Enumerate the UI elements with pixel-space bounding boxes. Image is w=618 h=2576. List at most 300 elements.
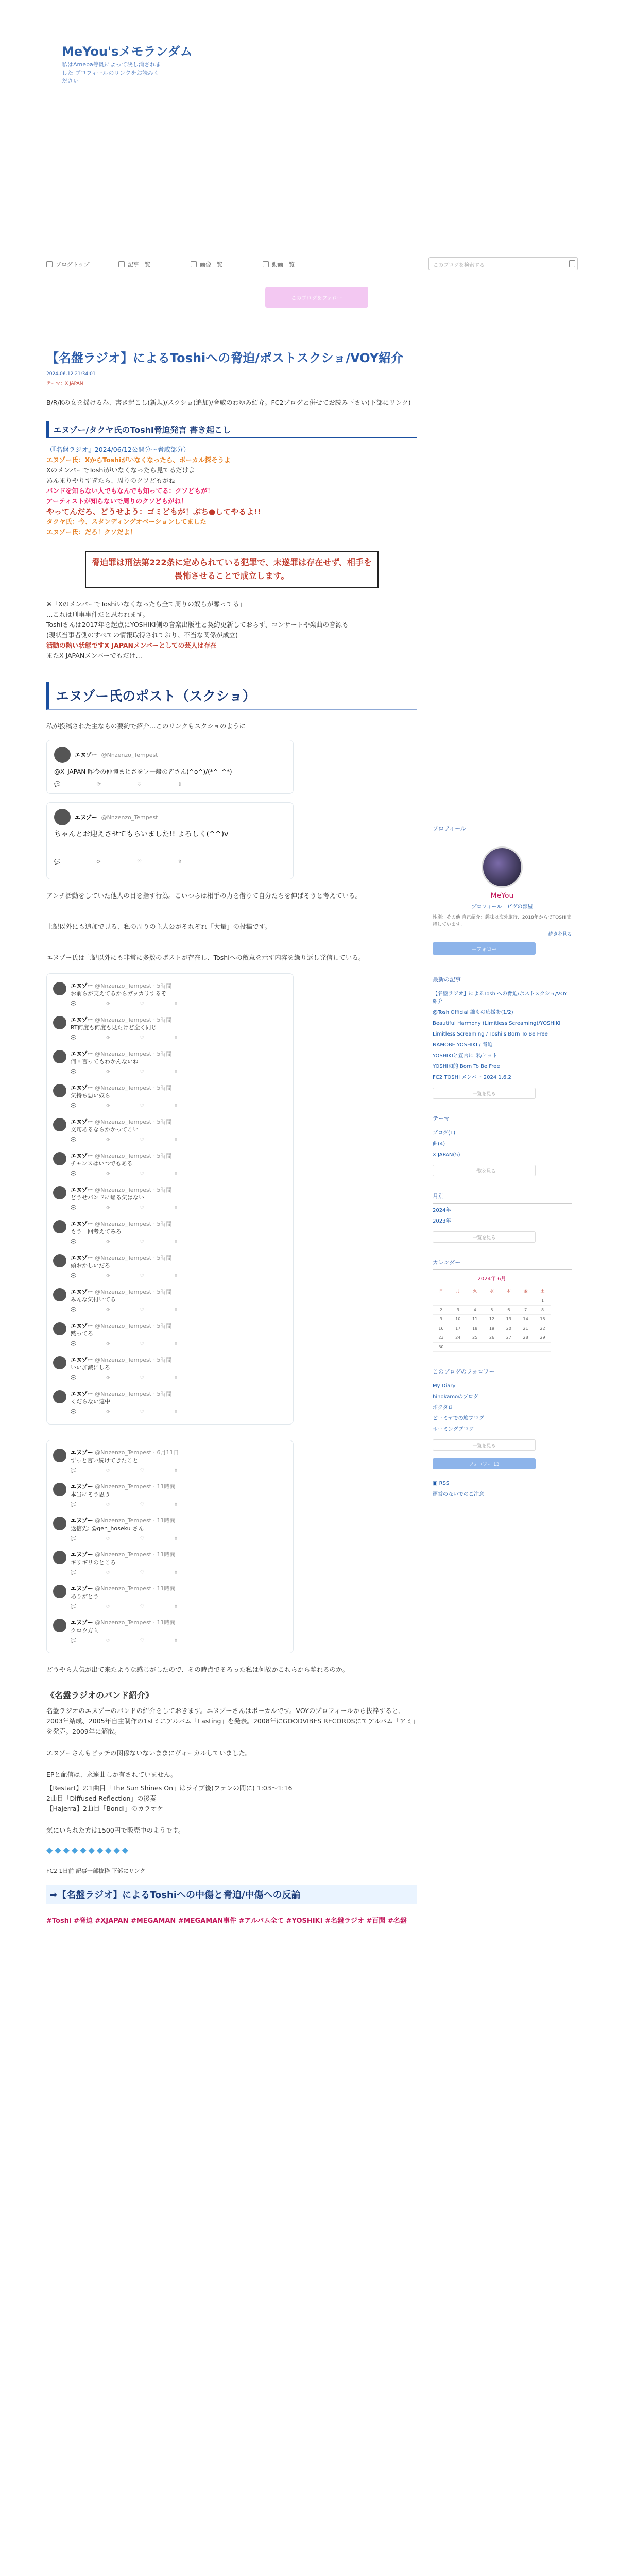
profile-name[interactable]: MeYou xyxy=(490,892,514,900)
thread-actions xyxy=(71,1273,178,1280)
recent-post-link[interactable]: @ToshiOfficial 誰もの応援を(1/2) xyxy=(433,1010,513,1015)
reply-icon[interactable]: 💬 xyxy=(71,1308,77,1313)
profile-link[interactable]: プロフィール xyxy=(471,904,502,910)
nav-articles[interactable] xyxy=(118,260,150,268)
calendar-day: 25 xyxy=(467,1333,484,1343)
share-icon[interactable]: ⇧ xyxy=(174,1240,178,1245)
like-icon[interactable]: ♡ xyxy=(140,1342,144,1347)
share-icon[interactable]: ⇧ xyxy=(174,1036,178,1041)
thread-actions xyxy=(71,1603,178,1611)
reply-icon[interactable]: 💬 xyxy=(71,1536,77,1541)
hashtags[interactable]: #Toshi #脅迫 #XJAPAN #MEGAMAN #MEGAMAN事件 #アルバム全て #YOSHIKI #名盤ラジオ #百聞 #名盤 xyxy=(46,1917,407,1925)
thread-author: エヌゾー xyxy=(71,1357,93,1363)
like-icon[interactable]: ♡ xyxy=(140,1002,144,1007)
post-thread[interactable] xyxy=(46,973,294,1425)
followers-more-button[interactable]: 一覧を見る xyxy=(433,1439,536,1451)
transcript xyxy=(46,445,417,537)
nav-blog-top[interactable] xyxy=(46,260,90,268)
thread-handle: @Nnzenzo_Tempest · 5時間 xyxy=(95,1084,172,1091)
post-body: ちゃんとお迎えさせてもらいました!! よろしく(^^)v xyxy=(54,830,229,838)
reply-icon[interactable]: 💬 xyxy=(71,1002,77,1007)
paragraph: どうやら人気が出て来たような感じがしたので、その時点でそろった私は何故かこれらから離れるのか。 xyxy=(46,1666,349,1673)
post-thread[interactable] xyxy=(46,1440,294,1653)
share-icon[interactable]: ⇧ xyxy=(174,1570,178,1575)
repost-icon[interactable]: ⟳ xyxy=(106,1070,110,1075)
related-link[interactable]: ➡【名盤ラジオ】によるToshiへの中傷と脅迫/中傷への反論 xyxy=(46,1885,417,1904)
thread-text xyxy=(71,1483,178,1509)
thread-item[interactable] xyxy=(47,1080,293,1114)
avatar xyxy=(53,1050,66,1063)
repost-icon[interactable]: ⟳ xyxy=(106,1468,110,1473)
share-icon[interactable]: ⇧ xyxy=(174,1206,178,1211)
calendar-day: 9 xyxy=(433,1315,450,1324)
like-icon[interactable]: ♡ xyxy=(140,1172,144,1177)
theme-heading: テーマ xyxy=(433,1114,572,1126)
nav-videos[interactable] xyxy=(263,260,295,268)
transcript-line: バンドを知らない人でもなんでも知ってる：クソどもが！ xyxy=(46,487,214,495)
reply-icon[interactable]: 💬 xyxy=(71,1502,77,1507)
calendar-weekday: 木 xyxy=(500,1286,517,1296)
calendar-day xyxy=(467,1343,484,1352)
thread-text xyxy=(71,1356,178,1382)
thread-handle: @Nnzenzo_Tempest · 5時間 xyxy=(95,1221,172,1227)
thread-item[interactable] xyxy=(47,1284,293,1318)
reply-icon[interactable]: 💬 xyxy=(71,1342,77,1347)
thread-author: エヌゾー xyxy=(71,1187,93,1193)
embedded-post[interactable] xyxy=(46,802,294,879)
thread-author: エヌゾー xyxy=(71,1221,93,1227)
reply-icon[interactable]: 💬 xyxy=(71,1206,77,1211)
repost-icon[interactable]: ⟳ xyxy=(106,1376,110,1381)
month-heading: 月別 xyxy=(433,1192,572,1204)
repost-icon[interactable]: ⟳ xyxy=(106,1536,110,1541)
thread-item[interactable] xyxy=(47,1386,293,1420)
thread-item[interactable] xyxy=(47,978,293,1012)
paragraph: 上記以外にも追加で見る、私の周りの主人公がそれぞれ「大量」の投稿です。 xyxy=(46,923,271,930)
share-icon[interactable]: ⇧ xyxy=(177,782,182,787)
transcript-line: あんまりやりすぎたら、周りのクソどもがね xyxy=(46,477,176,484)
search-icon[interactable] xyxy=(569,260,575,267)
thread-actions xyxy=(71,1467,179,1475)
thread-actions xyxy=(71,1137,178,1144)
share-icon[interactable]: ⇧ xyxy=(174,1070,178,1075)
thread-body: みんな気付いてる xyxy=(71,1296,116,1303)
share-icon[interactable]: ⇧ xyxy=(174,1376,178,1381)
calendar-day xyxy=(433,1296,450,1306)
reply-icon[interactable]: 💬 xyxy=(71,1036,77,1041)
home-icon xyxy=(46,261,53,267)
follower-list xyxy=(433,1382,572,1433)
reply-icon[interactable]: 💬 xyxy=(71,1104,77,1109)
share-icon[interactable]: ⇧ xyxy=(174,1638,178,1643)
thread-item[interactable] xyxy=(47,1547,293,1581)
reply-icon[interactable]: 💬 xyxy=(71,1410,77,1415)
thread-text xyxy=(71,1322,178,1348)
ep-paragraph: EPと配信は、永遠曲しか有されていません。 xyxy=(46,1771,177,1778)
calendar-weekday: 火 xyxy=(467,1286,484,1296)
post-theme[interactable]: テーマ：X JAPAN xyxy=(46,381,83,386)
repost-icon[interactable]: ⟳ xyxy=(106,1502,110,1507)
calendar-day: 10 xyxy=(450,1315,467,1324)
transcript-line: やってんだろ、どうせよう：ゴミどもが！ぶち●してやるよ!! xyxy=(46,507,261,516)
like-icon[interactable]: ♡ xyxy=(140,1604,144,1609)
thread-text xyxy=(71,1517,178,1543)
calendar-day: 14 xyxy=(517,1315,534,1324)
calendar-day: 3 xyxy=(450,1306,467,1315)
month-link[interactable]: 2024年 xyxy=(433,1208,451,1213)
calendar-day xyxy=(517,1343,534,1352)
calendar-day: 8 xyxy=(534,1306,551,1315)
like-icon[interactable]: ♡ xyxy=(140,1376,144,1381)
thread-text xyxy=(71,1118,178,1144)
like-icon[interactable]: ♡ xyxy=(140,1308,144,1313)
like-icon[interactable]: ♡ xyxy=(140,1138,144,1143)
like-icon[interactable]: ♡ xyxy=(140,1036,144,1041)
post-actions xyxy=(54,859,286,865)
thread-item[interactable] xyxy=(47,1581,293,1615)
ep-item: 【Restart】の1曲目「The Sun Shines On」はライブ後(ファンの間に) 1:03〜1:16 xyxy=(46,1784,293,1792)
notes xyxy=(46,599,417,661)
calendar-day: 23 xyxy=(433,1333,450,1343)
thread-body: お前らが支えてるからガッカリするぞ xyxy=(71,990,167,997)
transcript-line: エヌゾー氏：XからToshiがいなくなったら、ボーカル探そうよ xyxy=(46,456,231,464)
follower-link[interactable]: ビーミヤでの旅ブログ xyxy=(433,1416,484,1421)
thread-body: ギリギリのところ xyxy=(71,1559,116,1566)
thread-body: 気持ち悪い奴ら xyxy=(71,1092,110,1099)
avatar xyxy=(53,1449,66,1462)
repost-icon[interactable]: ⟳ xyxy=(106,1604,110,1609)
share-icon[interactable]: ⇧ xyxy=(174,1468,178,1473)
thread-handle: @Nnzenzo_Tempest · 5時間 xyxy=(95,1016,172,1023)
repost-icon[interactable]: ⟳ xyxy=(106,1172,110,1177)
thread-handle: @Nnzenzo_Tempest · 5時間 xyxy=(95,1289,172,1295)
follow-button[interactable]: ＋フォロー xyxy=(433,942,536,955)
thread-item[interactable] xyxy=(47,1318,293,1352)
thread-author: エヌゾー xyxy=(71,1084,93,1091)
thread-body: いい加減にしろ xyxy=(71,1364,110,1371)
calendar-day: 26 xyxy=(484,1333,501,1343)
paragraph: エヌゾー氏は上記以外にも非常に多数のポストが存在し、Toshiへの敵意を示す内容を繰り返し発信している。 xyxy=(46,954,365,961)
recent-post-link[interactable]: YOSHIKI的 Born To Be Free xyxy=(433,1064,500,1070)
paragraph: アンチ活動をしていた他人の目を指す行為。こいつらは相手の力を借りて自分たちを伸ばそうと考えている。 xyxy=(46,892,362,900)
calendar-day: 19 xyxy=(484,1324,501,1333)
thread-actions xyxy=(71,1535,178,1543)
follow-count-button[interactable]: フォロワー 13 xyxy=(433,1458,536,1469)
thread-item[interactable] xyxy=(47,1046,293,1080)
ep-item: 2曲目「Diffused Reflection」の後奏 xyxy=(46,1794,157,1802)
thread-text xyxy=(71,1084,178,1110)
thread-text xyxy=(71,1016,178,1042)
month-link[interactable]: 2023年 xyxy=(433,1218,451,1224)
repost-icon[interactable]: ⟳ xyxy=(106,1036,110,1041)
thread-handle: @Nnzenzo_Tempest · 5時間 xyxy=(95,982,172,989)
calendar-day: 30 xyxy=(433,1343,450,1352)
embedded-post[interactable] xyxy=(46,740,294,794)
followers-heading: このブログのフォロワー xyxy=(433,1367,572,1379)
theme-link[interactable]: ブログ(1) xyxy=(433,1130,456,1136)
calendar-heading: カレンダー xyxy=(433,1258,572,1270)
recent-post-link[interactable]: Limitless Screaming / Toshi's Born To Be Free xyxy=(433,1031,548,1037)
calendar-day: 20 xyxy=(500,1324,517,1333)
repost-icon[interactable]: ⟳ xyxy=(106,1308,110,1313)
thread-handle: @Nnzenzo_Tempest · 5時間 xyxy=(95,1187,172,1193)
reply-icon[interactable]: 💬 xyxy=(71,1604,77,1609)
repost-icon[interactable]: ⟳ xyxy=(106,1002,110,1007)
reply-icon[interactable]: 💬 xyxy=(71,1240,77,1245)
thread-actions xyxy=(71,1375,178,1382)
thread-handle: @Nnzenzo_Tempest · 5時間 xyxy=(95,1357,172,1363)
transcript-line: アーティストが知らないで周りのクソどもがね！ xyxy=(46,497,187,505)
repost-icon[interactable]: ⟳ xyxy=(106,1410,110,1415)
recent-post-link[interactable]: YOSHIKIと宣言に 米/ヒット xyxy=(433,1053,498,1059)
share-icon[interactable]: ⇧ xyxy=(174,1604,178,1609)
follower-link[interactable]: My Diary xyxy=(433,1383,456,1389)
image-icon xyxy=(191,261,197,267)
repost-icon[interactable]: ⟳ xyxy=(106,1274,110,1279)
repost-icon[interactable]: ⟳ xyxy=(106,1206,110,1211)
reply-icon[interactable]: 💬 xyxy=(71,1274,77,1279)
transcript-line: エヌゾー氏：だろ！クソだよ！ xyxy=(46,528,136,536)
calendar-day: 22 xyxy=(534,1324,551,1333)
like-icon[interactable]: ♡ xyxy=(140,1206,144,1211)
repost-icon[interactable]: ⟳ xyxy=(106,1342,110,1347)
share-icon[interactable]: ⇧ xyxy=(174,1172,178,1177)
thread-text xyxy=(71,1619,178,1645)
thread-item[interactable] xyxy=(47,1615,293,1649)
thread-body: もう一回考えてみろ xyxy=(71,1228,122,1235)
report-link[interactable]: 運営のないでのご注意 xyxy=(433,1492,484,1497)
calendar-day: 15 xyxy=(534,1315,551,1324)
thread-author: エヌゾー xyxy=(71,1118,93,1125)
thread-handle: @Nnzenzo_Tempest · 5時間 xyxy=(95,1050,172,1057)
thread-text xyxy=(71,982,178,1008)
like-icon[interactable]: ♡ xyxy=(136,859,142,865)
thread-author: エヌゾー xyxy=(71,1255,93,1261)
thread-body: 返信先: @gen_hoseku さん xyxy=(71,1525,144,1532)
profile-avatar[interactable] xyxy=(482,846,523,888)
note-line: ※「XのメンバーでToshiいなくなったら全て周りの奴らが奪ってる」 xyxy=(46,600,246,608)
pigg-room-link[interactable]: ピグの部屋 xyxy=(507,904,533,910)
reply-icon[interactable]: 💬 xyxy=(71,1468,77,1473)
like-icon[interactable]: ♡ xyxy=(140,1240,144,1245)
theme-link[interactable]: X JAPAN(5) xyxy=(433,1152,460,1158)
rss-link[interactable] xyxy=(433,1480,572,1487)
share-icon[interactable]: ⇧ xyxy=(174,1104,178,1109)
avatar xyxy=(53,1152,66,1165)
thread-handle: @Nnzenzo_Tempest · 6月11日 xyxy=(95,1449,179,1456)
avatar xyxy=(53,1619,66,1632)
thread-body: 黙ってろ xyxy=(71,1330,93,1337)
recent-post-link[interactable]: 【名盤ラジオ】によるToshiへの脅迫/ポストスクショ/VOY紹介 xyxy=(433,991,568,1005)
share-icon[interactable]: ⇧ xyxy=(174,1274,178,1279)
thread-body: 文句あるならかかってこい xyxy=(71,1126,139,1133)
like-icon[interactable]: ♡ xyxy=(136,782,142,787)
reply-icon[interactable]: 💬 xyxy=(54,859,61,865)
reply-icon[interactable]: 💬 xyxy=(71,1570,77,1575)
thread-actions xyxy=(71,1035,178,1042)
like-icon[interactable]: ♡ xyxy=(140,1410,144,1415)
calendar-day: 7 xyxy=(517,1306,534,1315)
post-author: エヌゾー xyxy=(75,752,97,758)
thread-item[interactable] xyxy=(47,1250,293,1284)
like-icon[interactable]: ♡ xyxy=(140,1468,144,1473)
repost-icon[interactable]: ⟳ xyxy=(96,782,101,787)
reply-icon[interactable]: 💬 xyxy=(71,1376,77,1381)
avatar xyxy=(53,1220,66,1233)
site-title[interactable]: MeYou'sメモランダム xyxy=(62,44,193,59)
avatar xyxy=(53,1585,66,1598)
repost-icon[interactable]: ⟳ xyxy=(106,1138,110,1143)
repost-icon[interactable]: ⟳ xyxy=(106,1638,110,1643)
like-icon[interactable]: ♡ xyxy=(140,1274,144,1279)
reply-icon[interactable]: 💬 xyxy=(71,1638,77,1643)
post-handle: @Nnzenzo_Tempest xyxy=(101,751,158,758)
thread-actions xyxy=(71,1637,178,1645)
search-placeholder: このブログを検索する xyxy=(433,263,485,268)
read-more-label: 続きを見る xyxy=(548,932,572,937)
like-icon[interactable]: ♡ xyxy=(140,1502,144,1507)
thread-author: エヌゾー xyxy=(71,1483,93,1490)
follower-link[interactable]: hinokamoのブログ xyxy=(433,1394,479,1400)
recent-post-link[interactable]: FC2 TOSHI メンバー 2024 1.6.2 xyxy=(433,1075,511,1080)
calendar-day xyxy=(450,1296,467,1306)
thread-handle: @Nnzenzo_Tempest · 5時間 xyxy=(95,1391,172,1397)
thread-item[interactable] xyxy=(47,1012,293,1046)
avatar xyxy=(54,747,71,763)
avatar xyxy=(53,1186,66,1199)
thread-actions xyxy=(71,1409,178,1416)
avatar xyxy=(53,1288,66,1301)
repost-icon[interactable]: ⟳ xyxy=(106,1570,110,1575)
reply-icon[interactable]: 💬 xyxy=(71,1138,77,1143)
fc2-note: FC2 1日前 記事一部抜粋 下部にリンク xyxy=(46,1868,146,1874)
thread-author: エヌゾー xyxy=(71,1391,93,1397)
legal-note-text: 脅迫罪は刑法第222条に定められている犯罪で、未遂罪は存在せず、相手を畏怖させることで成立します。 xyxy=(92,557,372,581)
band-heading: 《名盤ラジオのバンド紹介》 xyxy=(46,1690,154,1700)
share-icon[interactable]: ⇧ xyxy=(174,1308,178,1313)
intro-text: B/R/Kの女を揺ける為、書き起こし(新規)/スクショ(追加)/脅威のわゆみ紹介。FC2ブログと併せてお読み下さい(下部にリンク) xyxy=(46,399,411,406)
thread-body: 何回言ってもわかんないね xyxy=(71,1058,139,1065)
thread-item[interactable] xyxy=(47,1445,293,1479)
like-icon[interactable]: ♡ xyxy=(140,1570,144,1575)
calendar-day xyxy=(450,1343,467,1352)
thread-author: エヌゾー xyxy=(71,1289,93,1295)
repost-icon[interactable]: ⟳ xyxy=(106,1240,110,1245)
section-heading-transcript: エヌゾー/タクヤ氏のToshi脅迫発言 書き起こし xyxy=(46,421,417,438)
thread-text xyxy=(71,1585,178,1611)
thread-actions xyxy=(71,1001,178,1008)
thread-text xyxy=(71,1254,178,1280)
like-icon[interactable]: ♡ xyxy=(140,1638,144,1643)
share-icon[interactable]: ⇧ xyxy=(174,1002,178,1007)
calendar-day xyxy=(484,1343,501,1352)
thread-item[interactable] xyxy=(47,1182,293,1216)
share-icon[interactable]: ⇧ xyxy=(177,859,182,865)
nav-images[interactable] xyxy=(191,260,222,268)
profile-heading: プロフィール xyxy=(433,824,572,836)
recent-post-link[interactable]: NAMOBE YOSHIKI / 脅迫 xyxy=(433,1042,493,1048)
reply-icon[interactable]: 💬 xyxy=(54,782,61,787)
avatar xyxy=(53,1322,66,1335)
reply-icon[interactable]: 💬 xyxy=(71,1070,77,1075)
recent-list xyxy=(433,990,572,1081)
legal-note-box xyxy=(85,551,379,588)
post-author: エヌゾー xyxy=(75,814,97,821)
ep-list xyxy=(46,1783,417,1814)
calendar-weekday: 金 xyxy=(517,1286,534,1296)
calendar-title: 2024年 6月 xyxy=(477,1276,506,1282)
thread-item[interactable] xyxy=(47,1148,293,1182)
read-more-link[interactable] xyxy=(433,930,572,937)
reply-icon[interactable]: 💬 xyxy=(71,1172,77,1177)
month-more-button[interactable]: 一覧を見る xyxy=(433,1231,536,1243)
recent-more-button[interactable]: 一覧を見る xyxy=(433,1088,536,1099)
thread-body: 頭おかしいだろ xyxy=(71,1262,110,1269)
thread-item[interactable] xyxy=(47,1114,293,1148)
share-icon[interactable]: ⇧ xyxy=(174,1410,178,1415)
recent-post-link[interactable]: Beautiful Harmony (Limitless Screaming)/YOSHIKI xyxy=(433,1021,561,1026)
follower-link[interactable]: ボクタロ xyxy=(433,1405,453,1411)
band-paragraph: エヌゾーさんもピッチの関係ないないままにヴォーカルしていました。 xyxy=(46,1749,252,1757)
calendar-day xyxy=(534,1343,551,1352)
thread-body: ありがとう xyxy=(71,1593,99,1600)
thread-handle: @Nnzenzo_Tempest · 11時間 xyxy=(95,1619,176,1626)
search-input[interactable] xyxy=(428,257,578,270)
share-icon[interactable]: ⇧ xyxy=(174,1138,178,1143)
post-date: 2024-06-12 21:34:01 xyxy=(46,371,96,377)
thread-author: エヌゾー xyxy=(71,1551,93,1558)
calendar-day: 24 xyxy=(450,1333,467,1343)
like-icon[interactable]: ♡ xyxy=(140,1104,144,1109)
thread-item[interactable] xyxy=(47,1352,293,1386)
share-icon[interactable]: ⇧ xyxy=(174,1536,178,1541)
calendar-weekday: 土 xyxy=(534,1286,551,1296)
transcript-line: （『名盤ラジオ』2024/06/12公開分〜脅威部分） xyxy=(46,446,190,453)
thread-item[interactable] xyxy=(47,1479,293,1513)
calendar-day xyxy=(500,1343,517,1352)
thread-item[interactable] xyxy=(47,1216,293,1250)
follower-link[interactable]: ホーミングブログ xyxy=(433,1427,474,1432)
thread-actions xyxy=(71,1171,178,1178)
repost-icon[interactable]: ⟳ xyxy=(106,1104,110,1109)
diamond-divider: ◆◆◆◆◆◆◆◆◆◆ xyxy=(46,1845,131,1855)
thread-handle: @Nnzenzo_Tempest · 11時間 xyxy=(95,1517,176,1524)
share-icon[interactable]: ⇧ xyxy=(174,1342,178,1347)
like-icon[interactable]: ♡ xyxy=(140,1070,144,1075)
thread-actions xyxy=(71,1501,178,1509)
nav-label: ブログトップ xyxy=(56,261,90,268)
post-actions xyxy=(54,782,286,787)
theme-more-button[interactable]: 一覧を見る xyxy=(433,1165,536,1176)
share-icon[interactable]: ⇧ xyxy=(174,1502,178,1507)
like-icon[interactable]: ♡ xyxy=(140,1536,144,1541)
thread-author: エヌゾー xyxy=(71,1619,93,1626)
thread-item[interactable] xyxy=(47,1513,293,1547)
thread-author: エヌゾー xyxy=(71,1449,93,1456)
repost-icon[interactable]: ⟳ xyxy=(96,859,101,865)
nav-label: 画像一覧 xyxy=(200,261,222,268)
global-nav xyxy=(46,260,572,276)
thread-actions xyxy=(71,1307,178,1314)
theme-link[interactable]: 曲(4) xyxy=(433,1141,445,1147)
article xyxy=(46,350,417,1928)
follow-blog-button[interactable]: このブログをフォロー xyxy=(265,287,368,308)
thread-handle: @Nnzenzo_Tempest · 5時間 xyxy=(95,1118,172,1125)
calendar-weekday: 月 xyxy=(450,1286,467,1296)
thread-author: エヌゾー xyxy=(71,1585,93,1592)
calendar-day: 18 xyxy=(467,1324,484,1333)
thread-body: どうせバンドに帰る気はない xyxy=(71,1194,144,1201)
